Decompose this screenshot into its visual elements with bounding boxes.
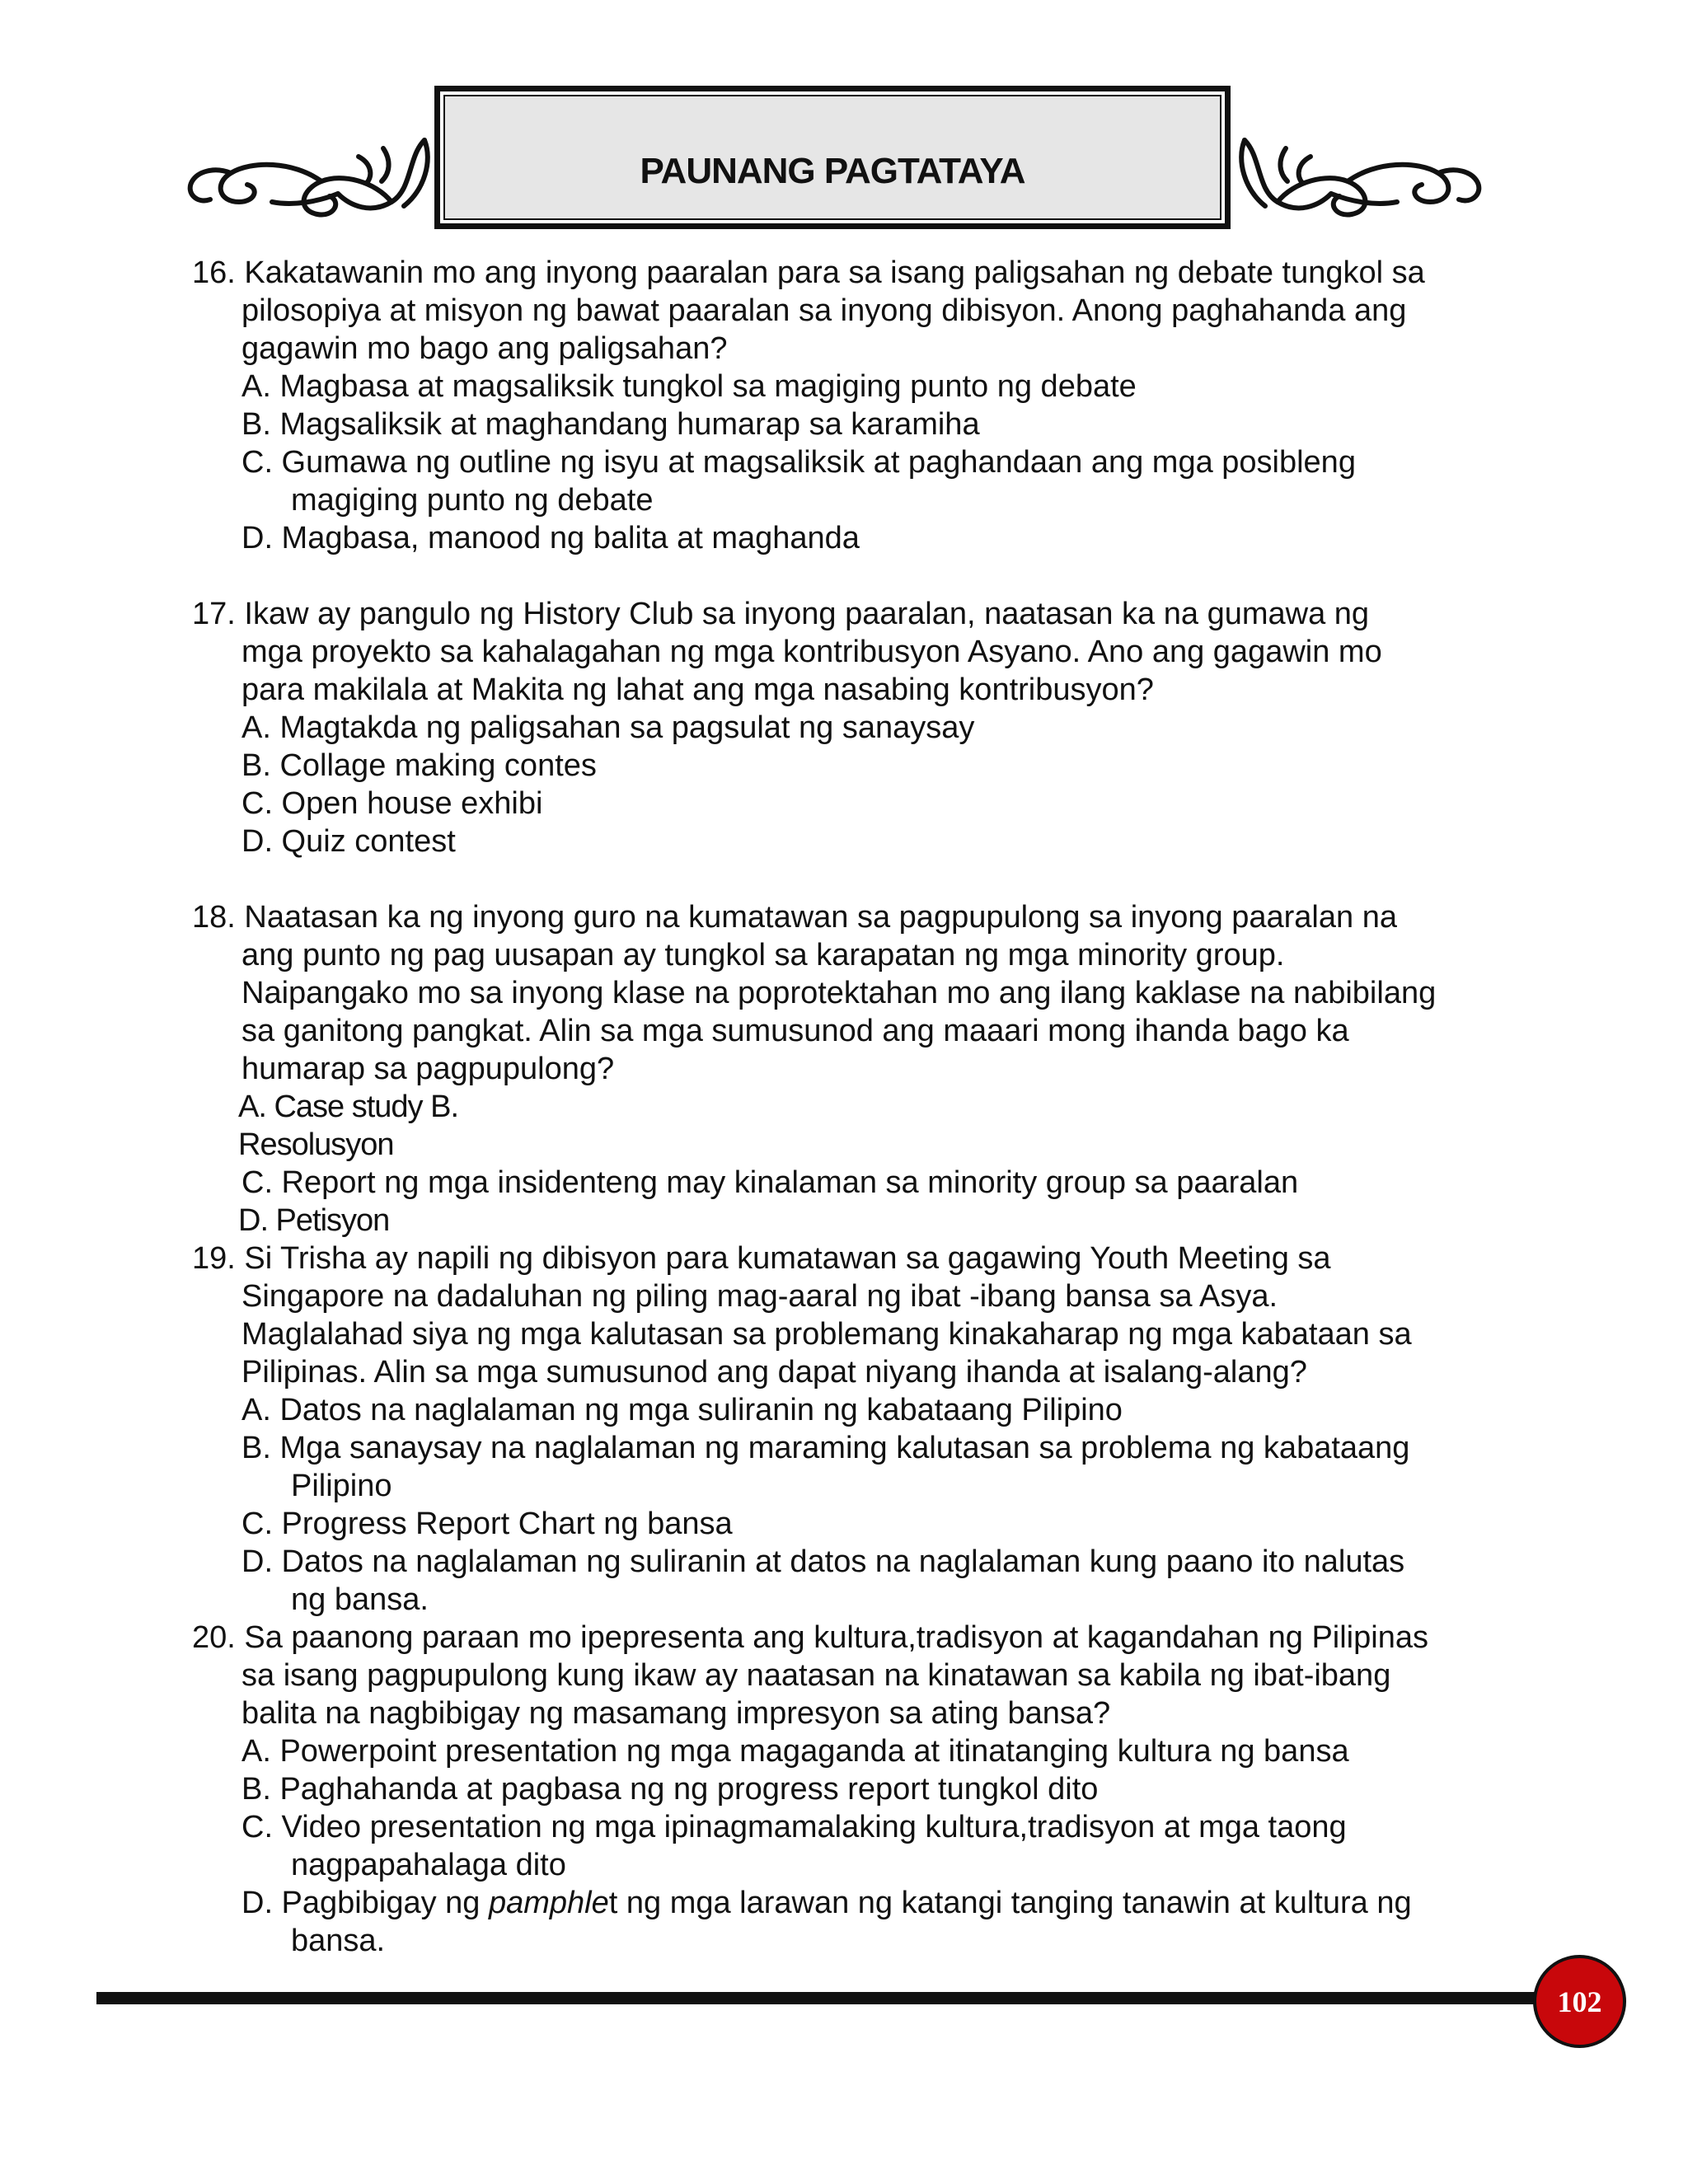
question-17-text-line-1: 17. Ikaw ay pangulo ng History Club sa inyong paaralan, naatasan ka na gumawa ng — [192, 597, 1370, 631]
question-17-option-a: A. Magtakda ng paligsahan sa pagsulat ng sanaysay — [241, 710, 975, 745]
question-19-text-line-3: Maglalahad siya ng mga kalutasan sa problemang kinakaharap ng mga kabataan sa — [241, 1317, 1412, 1352]
question-16-option-c-continued: magiging punto ng debate — [291, 483, 654, 518]
question-20-option-d-continued: bansa. — [291, 1924, 386, 1958]
question-20-text-line-2: sa isang pagpupulong kung ikaw ay naatasan na kinatawan sa kabila ng ibat-ibang — [241, 1658, 1391, 1693]
question-19-option-c: C. Progress Report Chart ng bansa — [241, 1507, 733, 1541]
question-17 — [192, 595, 1494, 860]
question-16 — [192, 254, 1494, 557]
question-19-text-line-1: 19. Si Trisha ay napili ng dibisyon para kumatawan sa gagawing Youth Meeting sa — [192, 1241, 1331, 1276]
question-18 — [192, 898, 1494, 1240]
question-18-text-line-4: sa ganitong pangkat. Alin sa mga sumusunod ang maaari mong ihanda bago ka — [241, 1014, 1349, 1048]
question-18-text-line-3: Naipangako mo sa inyong klase na poprotektahan mo ang ilang kaklase na nabibilang — [241, 976, 1437, 1010]
question-16-option-b: B. Magsaliksik at maghandang humarap sa karamiha — [241, 407, 980, 442]
question-19-option-d: D. Datos na naglalaman ng suliranin at datos na naglalaman kung paano ito nalutas — [241, 1544, 1405, 1579]
question-20-option-d-text-end: t ng mga larawan ng katangi tanging tanawin at kultura ng — [608, 1886, 1412, 1920]
question-20-text-line-3: balita na nagbibigay ng masamang impresyon sa ating bansa? — [241, 1696, 1111, 1731]
page-number-badge — [1533, 1955, 1626, 2048]
page-title: PAUNANG PAGTATAYA — [640, 151, 1025, 191]
question-16-option-d: D. Magbasa, manood ng balita at maghanda — [241, 521, 860, 555]
question-19 — [192, 1240, 1494, 1619]
question-18-text-line-2: ang punto ng pag uusapan ay tungkol sa karapatan ng mga minority group. — [241, 938, 1285, 972]
question-20-option-b: B. Paghahanda at pagbasa ng ng progress report tungkol dito — [241, 1772, 1099, 1807]
question-17-text-line-3: para makilala at Makita ng lahat ang mga nasabing kontribusyon? — [241, 673, 1154, 707]
right-flourish-ornament — [1236, 124, 1484, 231]
question-19-option-b-continued: Pilipino — [291, 1469, 392, 1503]
question-20-text-line-1: 20. Sa paanong paraan mo ipepresenta ang kultura,tradisyon at kagandahan ng Pilipinas — [192, 1620, 1428, 1655]
question-16-option-a: A. Magbasa at magsaliksik tungkol sa magiging punto ng debate — [241, 369, 1137, 404]
question-16-text-line-3: gagawin mo bago ang paligsahan? — [241, 331, 728, 366]
question-17-option-c: C. Open house exhibi — [241, 786, 543, 821]
question-20-option-d-text-start: D. Pagbibigay ng — [241, 1886, 489, 1920]
page-number: 102 — [1557, 1985, 1602, 2018]
question-18-option-ab: A. Case study B. — [238, 1090, 459, 1124]
question-19-option-d-continued: ng bansa. — [291, 1582, 429, 1617]
question-20-option-d — [192, 1884, 1494, 1922]
question-20-option-a: A. Powerpoint presentation ng mga magaganda at itinatanging kultura ng bansa — [241, 1734, 1349, 1769]
question-20-option-d-italic-term: pamphle — [488, 1886, 609, 1920]
question-19-option-b: B. Mga sanaysay na naglalaman ng maraming kalutasan sa problema ng kabataang — [241, 1431, 1410, 1465]
question-18-text-line-5: humarap sa pagpupulong? — [241, 1052, 615, 1086]
question-20-option-c: C. Video presentation ng mga ipinagmamalaking kultura,tradisyon at mga taong — [241, 1810, 1347, 1844]
question-16-text-line-1: 16. Kakatawanin mo ang inyong paaralan para sa isang paligsahan ng debate tungkol sa — [192, 255, 1425, 290]
question-19-text-line-2: Singapore na dadaluhan ng piling mag-aaral ng ibat -ibang bansa sa Asya. — [241, 1279, 1278, 1314]
question-18-option-d: D. Petisyon — [238, 1203, 390, 1238]
question-list — [192, 254, 1494, 1960]
question-16-text-line-2: pilosopiya at misyon ng bawat paaralan sa inyong dibisyon. Anong paghahanda ang — [241, 293, 1407, 328]
left-flourish-ornament — [185, 124, 433, 231]
question-16-option-c: C. Gumawa ng outline ng isyu at magsaliksik at paghandaan ang mga posibleng — [241, 445, 1356, 480]
question-18-option-c: C. Report ng mga insidenteng may kinalaman sa minority group sa paaralan — [241, 1165, 1299, 1200]
title-banner — [434, 86, 1231, 229]
question-19-option-a: A. Datos na naglalaman ng mga suliranin ng kabataang Pilipino — [241, 1393, 1123, 1427]
question-18-option-ab-continued: Resolusyon — [238, 1127, 394, 1162]
footer-rule — [96, 1992, 1535, 2004]
question-19-text-line-4: Pilipinas. Alin sa mga sumusunod ang dapat niyang ihanda at isalang-alang? — [241, 1355, 1307, 1390]
question-17-option-d: D. Quiz contest — [241, 824, 456, 859]
question-17-option-b: B. Collage making contes — [241, 748, 597, 783]
question-20 — [192, 1619, 1494, 1960]
question-18-text-line-1: 18. Naatasan ka ng inyong guro na kumatawan sa pagpupulong sa inyong paaralan na — [192, 900, 1397, 935]
question-20-option-c-continued: nagpapahalaga dito — [291, 1848, 566, 1882]
question-17-text-line-2: mga proyekto sa kahalagahan ng mga kontribusyon Asyano. Ano ang gagawin mo — [241, 635, 1382, 669]
